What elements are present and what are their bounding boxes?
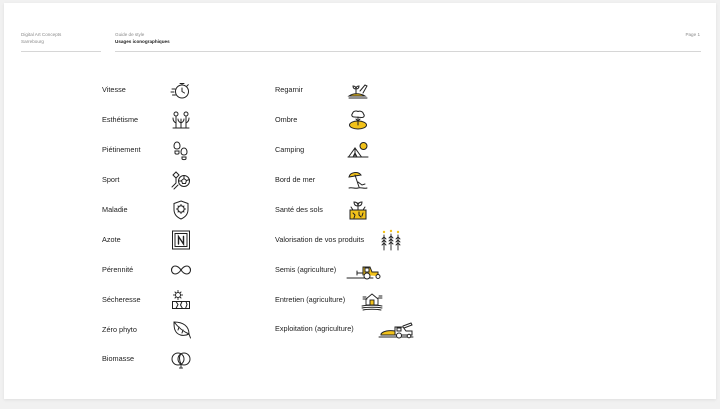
footprints-icon [170, 139, 192, 161]
infinity-icon [170, 259, 192, 281]
brand-city: Sarrebourg [21, 39, 44, 44]
icon-row-entretien [275, 287, 445, 313]
leaf-icon [170, 319, 192, 341]
icon-label: Pérennité [102, 265, 134, 274]
icon-label: Bord de mer [275, 175, 316, 184]
flowers-icon [170, 109, 192, 131]
icon-label: Ombre [275, 115, 298, 124]
icon-label: Camping [275, 145, 305, 154]
icon-row-secheresse [102, 287, 222, 313]
header-divider-main [115, 51, 701, 52]
style-guide-page [4, 3, 716, 399]
icon-row-camping [275, 137, 445, 163]
icon-label: Exploitation (agriculture) [275, 324, 354, 333]
icon-row-vitesse [102, 77, 222, 103]
tractor-icon [347, 259, 387, 281]
icon-row-zero-phyto [102, 317, 222, 343]
icon-label: Zéro phyto [102, 325, 137, 334]
document-title: Usages iconographiques [115, 39, 170, 44]
icon-label: Valorisation de vos produits [275, 235, 365, 244]
icon-label: Piétinement [102, 145, 141, 154]
harvester-icon [379, 318, 419, 340]
icon-row-regarnir [275, 77, 445, 103]
farm-icon [361, 289, 383, 311]
icon-row-perennite [102, 257, 222, 283]
beach-umbrella-icon [347, 169, 369, 191]
icon-label: Semis (agriculture) [275, 265, 337, 274]
soil-health-icon [347, 199, 369, 221]
icon-row-sante-des-sols [275, 197, 445, 223]
icon-label: Sécheresse [102, 295, 141, 304]
icon-row-biomasse [102, 346, 222, 372]
icon-label: Regarnir [275, 85, 303, 94]
icon-row-exploitation [275, 316, 445, 342]
shade-tree-icon [347, 109, 369, 131]
biomass-icon [170, 348, 192, 370]
icon-row-valorisation [275, 227, 445, 253]
icon-row-semis [275, 257, 445, 283]
document-type: Guide de style [115, 32, 145, 37]
icon-label: Maladie [102, 205, 128, 214]
icon-row-sport [102, 167, 222, 193]
tent-icon [347, 139, 369, 161]
icon-row-esthetisme [102, 107, 222, 133]
header-document [115, 31, 170, 45]
seeding-icon [347, 79, 369, 101]
icon-row-ombre [275, 107, 445, 133]
header-brand [21, 31, 61, 45]
icon-label: Entretien (agriculture) [275, 295, 346, 304]
page-number: Page 1 [685, 32, 700, 37]
icon-label: Biomasse [102, 354, 135, 363]
drought-icon [170, 289, 192, 311]
icon-label: Santé des sols [275, 205, 323, 214]
icon-label: Esthétisme [102, 115, 139, 124]
stopwatch-icon [170, 79, 192, 101]
icon-label: Sport [102, 175, 120, 184]
icon-row-pietinement [102, 137, 222, 163]
icon-row-azote [102, 227, 222, 253]
icon-label: Azote [102, 235, 121, 244]
header-divider-left [21, 51, 101, 52]
nitrogen-icon [170, 229, 192, 251]
icon-row-bord-de-mer [275, 167, 445, 193]
icon-row-maladie [102, 197, 222, 223]
sport-ball-icon [170, 169, 192, 191]
brand-name: Digital Art Concepts [21, 32, 62, 37]
icon-label: Vitesse [102, 85, 126, 94]
shield-disease-icon [170, 199, 192, 221]
wheat-icon [380, 229, 402, 251]
